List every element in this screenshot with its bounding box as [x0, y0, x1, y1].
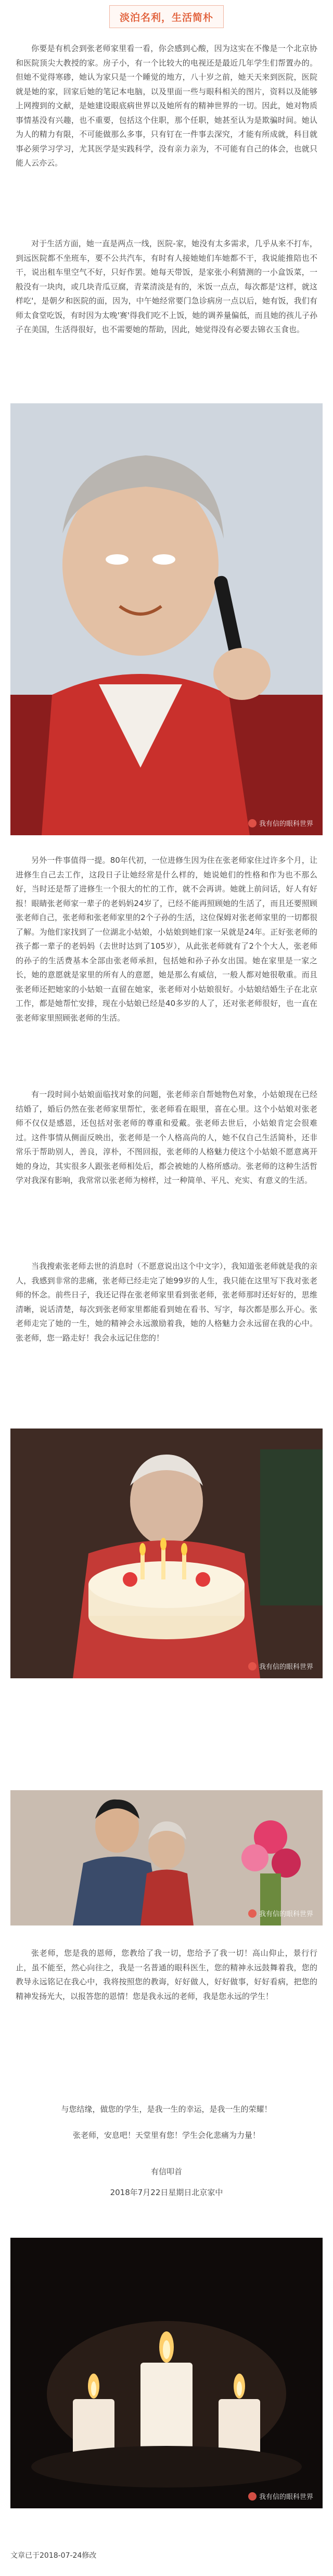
paragraph-4: 有一段时间小姑娘面临找对象的问题，张老师亲自帮她物色对象，小姑娘现在已经结婚了，婚后仍然在张老师家里帮忙，张老师看在眼里，喜在心里。这个小姑娘对张老师不仅仅是感恩，还包括对张老师的尊重和爱戴。张老师去世后，小姑娘肯定会很难过。这件事情从侧面反映出，张老师是一个人格高尚的人，她不仅自己生活简朴，还非常乐于帮助别人，善良，淳朴，不图回报，张老师的人格魅力使这个小姑娘不愿意离开她的身边，其实很多人跟张老师相处后，都会被她的人格所感动。张老师的这种生活哲学对我深有影响，我常常以张老师为榜样，过一种简单、平凡、充实、有意义的生活。 [16, 1090, 317, 1185]
watermark-text: 我有信的眼科世界 [259, 820, 313, 828]
watermark-icon [248, 819, 257, 827]
watermark [248, 2491, 313, 2501]
modified-note: 文章已于2018-07-24修改 [10, 2552, 97, 2560]
watermark [248, 1908, 313, 1918]
paragraph-1: 你要是有机会到张老师家里看一看，你会感到心酸，因为这实在不像是一个北京协和医院顶尖大教授的家。房子小，有一个比较大的电视还是最近几年学生们帮置办的。但她不觉得寒碜，她认为家只是一个睡觉的地方，八十岁之前，她天天来到医院，医院就是她的家，回家后她的笔记本电脑，以及里面一些与眼科相关的图片，资料以及能够上网搜到的文献，是她建设眼底病世界以及她所有的精神世界的一切。因此，她对物质事情基没有兴趣，也不重要，包括这个住职，那个任职，她甚至认为是欺骗时间。她认为人的精力有限，不可能做那么多事，只有钉在一件事去深究，才能有所成就，科目就事必须学习学习，尤其医学是实践科学，没有亲力亲为，不可能有自己的体会，也就只能人云亦云。 [16, 44, 317, 168]
watermark-text: 我有信的眼科世界 [259, 1910, 313, 1918]
paragraph-6: 张老师，您是我的恩师，您教给了我一切，您给予了我一切！高山仰止，景行行止，虽不能至，然心向往之，我是一名普通的眼科医生，您的精神永远鼓舞着我，您的教导永远铭记在我心中，我将按照您的教诲，好好做人，好好做事，好好看病，把您的精神发扬光大，以报答您的恩情！您是我永远的老师，我是您永远的学生！ [16, 1948, 317, 2001]
watermark [248, 1661, 313, 1671]
watermark-text: 我有信的眼科世界 [259, 2493, 313, 2501]
title-box [109, 5, 224, 28]
photo-candles [10, 2238, 323, 2508]
paragraph-7: 与您结缘，做您的学生，是我一生的幸运，是我一生的荣耀！ [61, 2105, 272, 2114]
watermark-icon [248, 1662, 257, 1670]
photo-birthday-cake [10, 1429, 323, 1678]
photo-1-illustration [10, 403, 323, 835]
photo-2-illustration [10, 1429, 323, 1678]
photo-4-illustration [10, 2238, 323, 2508]
photo-3-illustration [10, 1790, 323, 1925]
signature-name: 有信叩首 [150, 2167, 182, 2176]
photo-teacher-and-student [10, 1790, 323, 1925]
paragraph-5: 当我搜索张老师去世的消息时（不愿意说出这个中文字），我知道张老师就是我的亲人，我感到非常的悲痛，张老师已经走完了她99岁的人生，我只能在这里写下我对张老师的怀念。前些日子，我还记得在张老师家里看到张老师，张老师那时还好好的，思维清晰，说话清楚，每次到张老师家里都能看到她在看书、写字，每次都是那么开心。张老师走完了她的一生，她的精神会永远激励着我，她的人格魅力会永远留在我的心中。张老师，您一路走好！我会永远记住您的！ [16, 1261, 317, 1343]
watermark-icon [248, 1909, 257, 1918]
photo-elderly-woman-microphone [10, 403, 323, 835]
signature-date: 2018年7月22日星期日北京家中 [110, 2188, 223, 2197]
article-title: 淡泊名利，生活简朴 [119, 11, 213, 23]
watermark-icon [248, 2492, 257, 2501]
watermark [248, 818, 313, 828]
watermark-text: 我有信的眼科世界 [259, 1663, 313, 1671]
paragraph-8: 张老师，安息吧！天堂里有您！学生会化悲痛为力量！ [72, 2131, 260, 2140]
paragraph-2: 对于生活方面，她一直是两点一线，医院-家，她没有太多需求，几乎从来不打车，到远医院都不坐班车，要不公共汽车，有时有人接她她们车她都不干，我说能推陪也不干，说出租车里空气不好，只好作罢。她每天带饭，是家张小利猜测的一小盒饭菜，一般没有一块肉，或几块青瓜豆腐，青菜清淡是有的，米饭一点点，每次都是'这样，就这样吃'，是朝夕和医院的面，因为，中午她经常要门急诊病房一点以后，她有饭，我们有师太食堂吃饭，有时因为太晚'赛'得我们吃不上饭，她的调养量偏低，而且她的孩儿子孙子在美国，生活得很好，也不需要她的帮助，因此，她觉得没有必要去锦衣玉食也。 [16, 239, 317, 334]
paragraph-3: 另外一件事值得一提。80年代初，一位进修生因为住在张老师家住过许多个月，让进修生自己去工作，这段日子让她经常是什么样的，她说她们的性格和作为也不那么好，当时还是帮了进修生一个很大的忙的工作，就不会再讲。她就上前问话，好人有好报！眼睛张老师家一辈子的老妈妈24岁了，已经不能再照顾她的生活了，而且还要照顾张老师自己，张老师和张老师家里的2个子孙的生活，这位保姆对张老师家里的一切都很了解。为他们家找到了一位湖北小姑娘，小姑娘到她们家一呆就是24年。正好张老师的孩子都一辈子的老妈妈（去世时达到了105岁），从此张老师就有了2个个大人，张老师的孙子的生活费基本全部由张老师承担，包括她和孙子孙女出国。她在家里是一家之长，她的意愿就是家里的所有人的意愿，她是那么有威信，一般人都对她很敬重。而且张老师还把她家的小姑娘一直留在她家，张老师对小姑娘很好。小姑娘结婚生子在北京工作，都是她帮忙安排，现在小姑娘已经是40多岁的人了，还对张老师很好，也一直在张老师家里照顾张老师的生活。 [16, 856, 317, 1023]
